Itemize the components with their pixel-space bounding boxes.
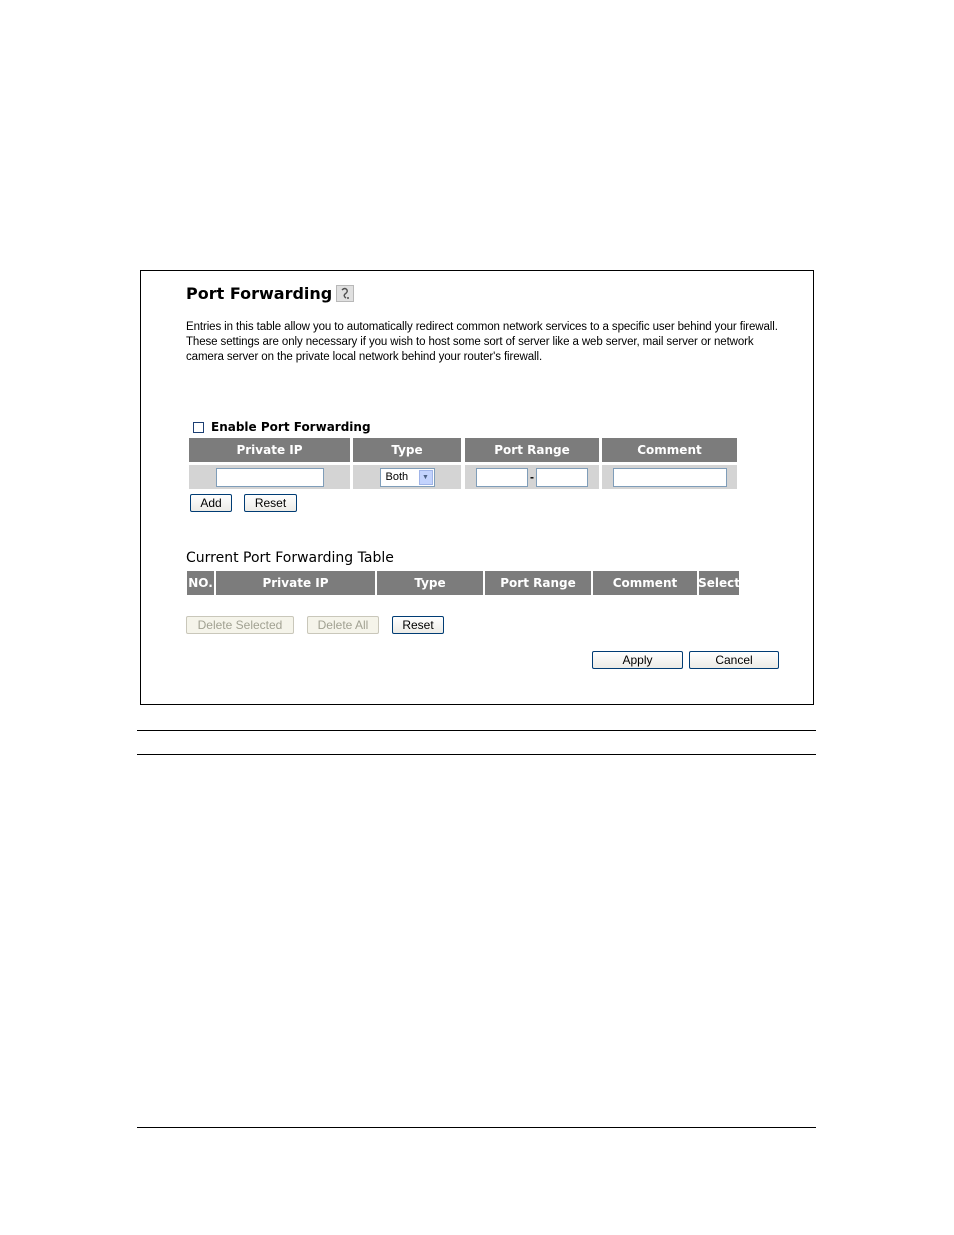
delete-all-button[interactable]: Delete All [307, 616, 379, 634]
table-header-type: Type [377, 571, 483, 595]
apply-button[interactable]: Apply [592, 651, 683, 669]
header-type: Type [353, 438, 461, 462]
page-title-row [186, 284, 354, 303]
table-header-select: Select [699, 571, 739, 595]
type-cell [353, 465, 461, 489]
table-header-comment: Comment [593, 571, 697, 595]
enable-row [193, 420, 371, 434]
cancel-button[interactable]: Cancel [689, 651, 779, 669]
private-ip-input[interactable] [216, 468, 324, 487]
table-reset-button[interactable]: Reset [392, 616, 444, 634]
header-port-range: Port Range [465, 438, 599, 462]
port-range-start-input[interactable] [476, 468, 528, 487]
enable-port-forwarding-label: Enable Port Forwarding [211, 420, 371, 434]
port-range-cell [465, 465, 599, 489]
table-header-no: NO. [187, 571, 214, 595]
delete-selected-button[interactable]: Delete Selected [186, 616, 294, 634]
form-reset-button[interactable]: Reset [244, 494, 297, 512]
help-icon[interactable] [336, 285, 354, 302]
port-range-separator: - [530, 470, 534, 484]
header-comment: Comment [602, 438, 737, 462]
divider-bottom [137, 1127, 816, 1128]
description-text: Entries in this table allow you to automatically redirect common network services to a specific user behind your firewall. These settings are only necessary if you wish to host some sort of server like a web server, mail server or network camera server on the private local network behind your router's firewall. [186, 321, 778, 363]
page-title: Port Forwarding [186, 284, 333, 303]
enable-port-forwarding-checkbox[interactable] [193, 422, 204, 433]
divider-middle [137, 754, 816, 755]
chevron-down-icon[interactable]: ▼ [419, 470, 433, 485]
type-selected-value: Both [385, 471, 409, 483]
comment-cell [602, 465, 737, 489]
port-forwarding-panel [140, 270, 814, 705]
port-range-end-input[interactable] [536, 468, 588, 487]
table-header-private-ip: Private IP [216, 571, 375, 595]
divider-top [137, 730, 816, 731]
comment-input[interactable] [613, 468, 727, 487]
private-ip-cell [189, 465, 350, 489]
add-button[interactable]: Add [190, 494, 232, 512]
current-table-title: Current Port Forwarding Table [186, 550, 394, 566]
header-private-ip: Private IP [189, 438, 350, 462]
type-select[interactable] [380, 468, 435, 487]
table-header-port-range: Port Range [485, 571, 591, 595]
